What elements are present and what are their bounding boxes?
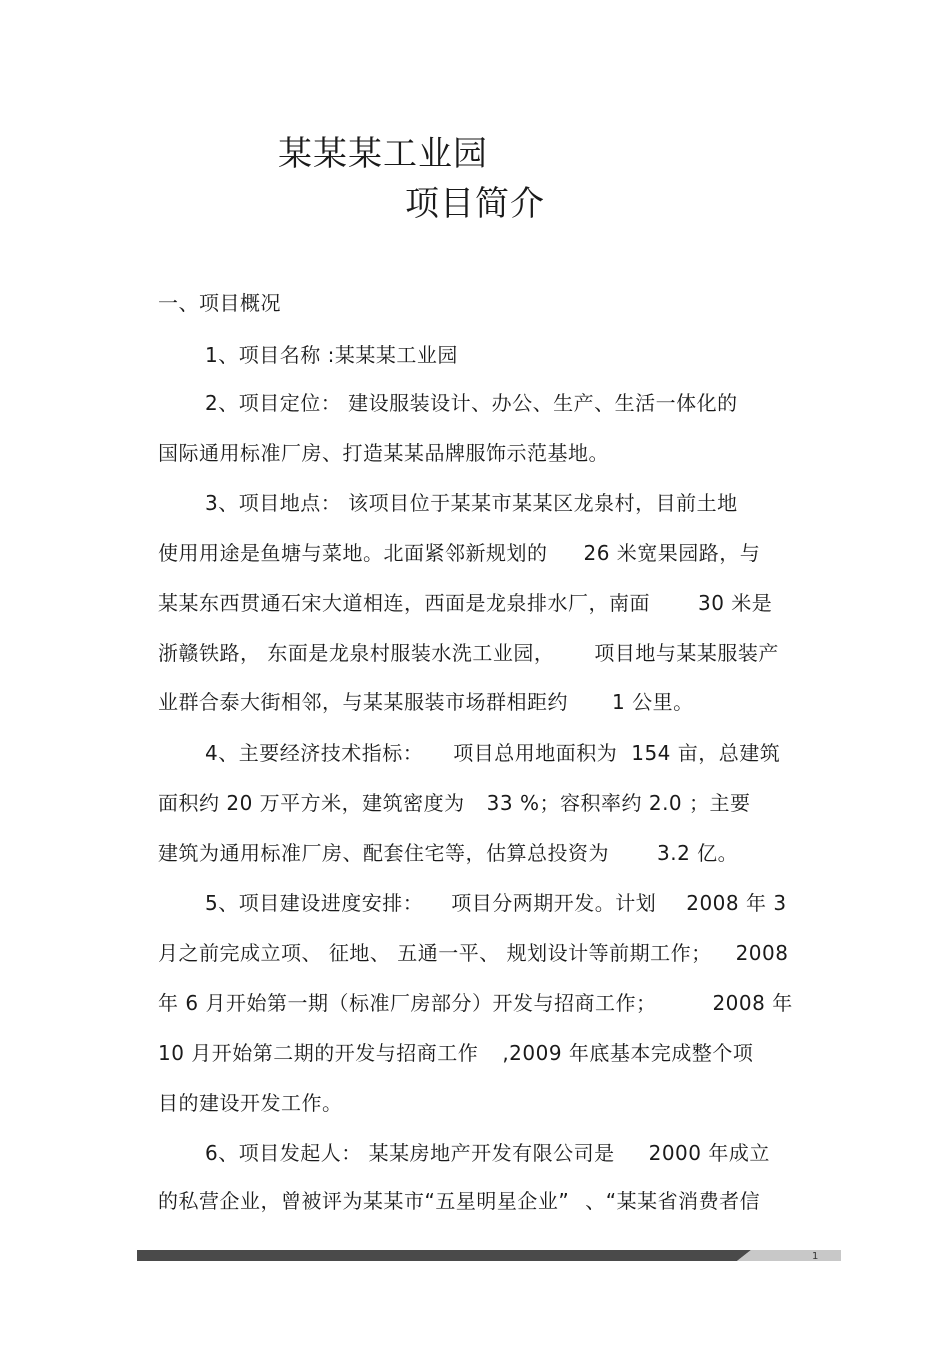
text-segment: 26 米宽果园路，与	[583, 541, 761, 565]
text-segment: 6、项目发起人： 某某房地产开发有限公司是	[205, 1141, 615, 1165]
text-segment: 业群合泰大街相邻，与某某服装市场群相距约	[158, 690, 568, 714]
text-segment: 2008 年 3	[686, 891, 787, 915]
text-segment: 3.2 亿。	[657, 841, 739, 865]
document-title: 某某某工业园	[278, 134, 488, 174]
paragraph-line	[158, 993, 793, 1013]
text-segment: 4、主要经济技术指标：	[205, 741, 424, 765]
text-segment: 项目分两期开发。计划	[451, 891, 657, 915]
text-segment: 5、项目建设进度安排：	[205, 891, 424, 915]
text-segment: 年 6 月开始第一期（标准厂房部分）开发与招商工作；	[158, 991, 657, 1015]
paragraph-line	[158, 793, 751, 813]
paragraph-line	[158, 943, 788, 963]
text-segment: 2008 年	[712, 991, 793, 1015]
paragraph-line	[158, 1093, 343, 1113]
text-segment: 1、项目名称 :某某某工业园	[205, 343, 458, 367]
paragraph-line	[158, 843, 738, 863]
paragraph-line	[205, 493, 738, 513]
paragraph-line	[158, 1043, 753, 1063]
text-segment: 项目地与某某服装产	[594, 641, 779, 665]
section-heading: 一、项目概况	[158, 291, 281, 315]
paragraph-line	[205, 893, 787, 913]
text-segment: 浙赣铁路， 东面是龙泉村服装水洗工业园，	[158, 641, 555, 665]
document-subtitle: 项目简介	[405, 184, 545, 224]
text-segment: 1 公里。	[612, 690, 694, 714]
paragraph-line	[158, 1191, 760, 1211]
footer-bar	[137, 1248, 841, 1262]
text-segment: 的私营企业，曾被评为某某市“五星明星企业”	[158, 1189, 570, 1213]
text-segment: 目的建设开发工作。	[158, 1091, 343, 1115]
paragraph-line	[158, 643, 779, 663]
text-segment: 面积约 20 万平方米，建筑密度为	[158, 791, 465, 815]
paragraph-line	[205, 743, 780, 763]
paragraph-line	[158, 543, 760, 563]
text-segment: 项目总用地面积为	[453, 741, 618, 765]
footer-bar-light	[737, 1250, 841, 1261]
text-segment: 2008	[735, 941, 789, 965]
paragraph-line	[158, 692, 694, 712]
paragraph-line	[158, 443, 609, 463]
text-segment: 2、项目定位： 建设服装设计、办公、生产、生活一体化的	[205, 391, 738, 415]
text-segment: 国际通用标准厂房、打造某某品牌服饰示范基地。	[158, 441, 609, 465]
text-segment: 10 月开始第二期的开发与招商工作	[158, 1041, 479, 1065]
text-segment: 3、项目地点： 该项目位于某某市某某区龙泉村，目前土地	[205, 491, 738, 515]
text-segment: 、“某某省消费者信	[585, 1189, 761, 1213]
paragraph-line	[205, 1143, 770, 1163]
text-segment: 2000 年成立	[648, 1141, 770, 1165]
paragraph-line	[205, 393, 738, 413]
text-segment: 33 %；容积率约 2.0 ；主要	[486, 791, 751, 815]
text-segment: 月之前完成立项、 征地、 五通一平、 规划设计等前期工作；	[158, 941, 712, 965]
paragraph-line	[205, 345, 458, 365]
text-segment: 使用用途是鱼塘与菜地。北面紧邻新规划的	[158, 541, 548, 565]
paragraph-line	[158, 593, 772, 613]
text-segment: 建筑为通用标准厂房、配套住宅等，估算总投资为	[158, 841, 609, 865]
page-number: 1	[812, 1251, 819, 1262]
text-segment: 30 米是	[698, 591, 773, 615]
text-segment: 某某东西贯通石宋大道相连，西面是龙泉排水厂，南面	[158, 591, 650, 615]
footer-bar-dark	[137, 1250, 751, 1261]
text-segment: 154 亩，总建筑	[631, 741, 781, 765]
text-segment: ,2009 年底基本完成整个项	[502, 1041, 754, 1065]
